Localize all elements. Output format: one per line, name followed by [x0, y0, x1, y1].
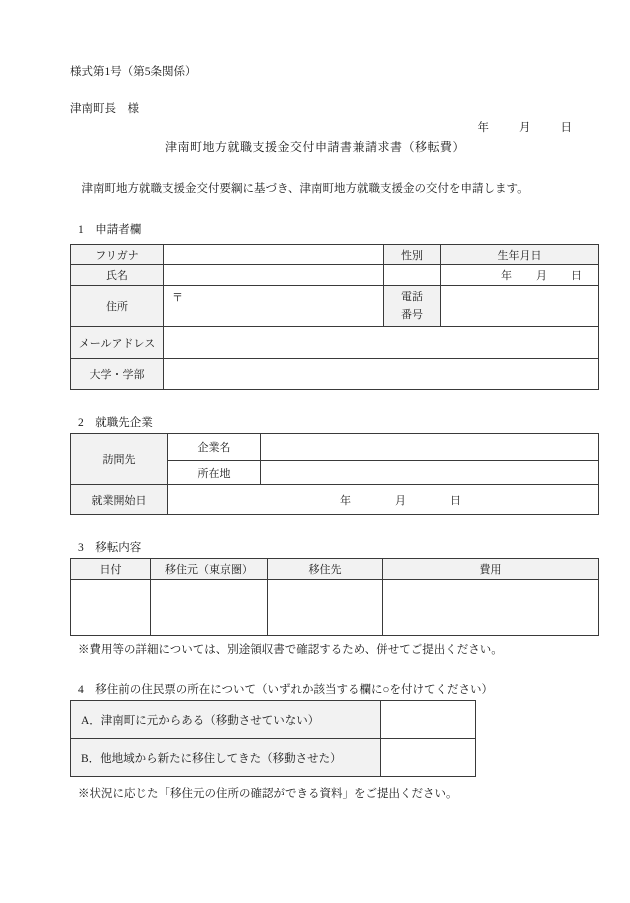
email-label: メールアドレス: [71, 327, 164, 359]
col-header-destination: 移住先: [268, 559, 383, 580]
cost-note: ※費用等の詳細については、別途領収書で確認するため、併せてご提出ください。: [78, 644, 503, 656]
start-date-label: 就業開始日: [71, 485, 168, 515]
company-location-label: 所在地: [168, 461, 261, 485]
start-month-label: 月: [395, 494, 406, 507]
col-header-origin: 移住元（東京圏）: [151, 559, 268, 580]
name-label: 氏名: [71, 265, 164, 286]
phone-label-line1: 電話: [401, 291, 423, 303]
table-row: [71, 580, 599, 636]
phone-input-cell[interactable]: [441, 286, 599, 327]
relocation-table: [70, 558, 599, 636]
birth-year-label: 年: [501, 270, 512, 282]
university-input-cell[interactable]: [164, 359, 599, 390]
birth-day-label: 日: [571, 270, 582, 282]
option-b-mark-cell[interactable]: [381, 739, 476, 777]
birthdate-input-cell[interactable]: [441, 265, 599, 286]
residency-table: [70, 700, 476, 777]
col-header-date: 日付: [71, 559, 151, 580]
table-row: [71, 485, 599, 515]
university-label: 大学・学部: [71, 359, 164, 390]
submission-date-line[interactable]: [70, 119, 572, 135]
visit-label: 訪問先: [71, 434, 168, 485]
cost-input-cell[interactable]: [383, 580, 599, 636]
phone-label-line2: 番号: [401, 309, 423, 321]
birth-month-label: 月: [536, 270, 547, 282]
applicant-table: [70, 244, 599, 390]
phone-label: [384, 286, 441, 327]
table-row: [71, 286, 599, 327]
table-row: [71, 434, 599, 461]
section3-heading: 3 移転内容: [78, 542, 142, 554]
date-day-label: 日: [560, 122, 572, 134]
destination-input-cell[interactable]: [268, 580, 383, 636]
start-year-label: 年: [340, 494, 351, 507]
table-row: [71, 359, 599, 390]
company-name-input-cell[interactable]: [261, 434, 599, 461]
form-number: 様式第1号（第5条関係）: [70, 66, 197, 78]
email-input-cell[interactable]: [164, 327, 599, 359]
name-input-cell[interactable]: [164, 265, 384, 286]
birthdate-label: 生年月日: [441, 245, 599, 265]
gender-input-cell[interactable]: [384, 265, 441, 286]
col-header-cost: 費用: [383, 559, 599, 580]
option-a-mark-cell[interactable]: [381, 701, 476, 739]
company-name-label: 企業名: [168, 434, 261, 461]
gender-label: 性別: [384, 245, 441, 265]
origin-input-cell[interactable]: [151, 580, 268, 636]
intro-sentence: 津南町地方就職支援金交付要綱に基づき、津南町地方就職支援金の交付を申請します。: [70, 183, 529, 195]
company-location-input-cell[interactable]: [261, 461, 599, 485]
page-title: 津南町地方就職支援金交付申請書兼請求書（移転費）: [164, 140, 465, 154]
addressee-line: 津南町長 様: [70, 103, 139, 115]
table-row: [71, 265, 599, 286]
section1-heading: 1 申請者欄: [78, 224, 142, 236]
table-row: [71, 327, 599, 359]
table-row: [71, 739, 476, 777]
address-label: 住所: [71, 286, 164, 327]
table-row: [71, 701, 476, 739]
postal-mark: 〒: [172, 292, 183, 304]
table-header-row: [71, 559, 599, 580]
option-b-label: B．他地域から新たに移住してきた（移動させた）: [71, 739, 381, 777]
date-month-label: 月: [519, 122, 531, 134]
start-day-label: 日: [450, 494, 461, 507]
residency-note: ※状況に応じた「移住元の住所の確認ができる資料」をご提出ください。: [78, 788, 458, 800]
address-input-cell[interactable]: [164, 286, 384, 327]
option-a-label: A．津南町に元からある（移動させていない）: [71, 701, 381, 739]
table-row: [71, 245, 599, 265]
section4-heading: 4 移住前の住民票の所在について（いずれか該当する欄に○を付けてください）: [78, 684, 493, 696]
furigana-label: フリガナ: [71, 245, 164, 265]
furigana-input-cell[interactable]: [164, 245, 384, 265]
start-date-input-cell[interactable]: [168, 485, 599, 515]
date-input-cell[interactable]: [71, 580, 151, 636]
section2-heading: 2 就職先企業: [78, 417, 153, 429]
date-year-label: 年: [477, 122, 489, 134]
employer-table: [70, 433, 599, 515]
